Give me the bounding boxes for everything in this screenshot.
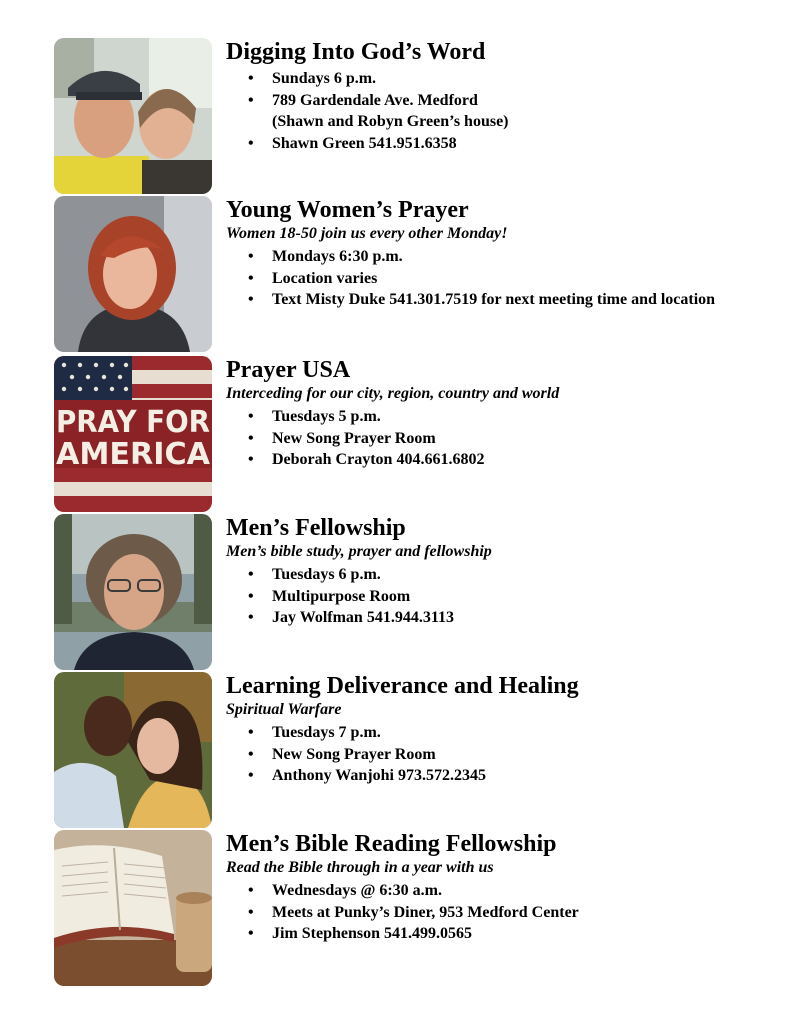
list-item: • Jay Wolfman 541.944.3113 (248, 609, 454, 626)
list-item: • Sundays 6 p.m. (248, 70, 377, 87)
section-title: Learning Deliverance and Healing (226, 673, 579, 699)
section-title: Prayer USA (226, 357, 351, 383)
section-subtitle: Women 18-50 join us every other Monday! (226, 225, 508, 242)
list-item: • Tuesdays 5 p.m. (248, 408, 381, 425)
woman-photo-icon (54, 196, 212, 352)
list-item: • Multipurpose Room (248, 587, 411, 605)
section-mens-fellowship (54, 514, 754, 670)
section-learning-deliverance-and-healing (54, 672, 754, 828)
section-title: Digging Into God’s Word (226, 39, 486, 65)
flag-line-1: PRAY FOR (56, 405, 210, 440)
list-item: • Wednesdays @ 6:30 a.m. (248, 882, 443, 899)
section-subtitle: Interceding for our city, region, country and world (226, 385, 560, 402)
list-item: • New Song Prayer Room (248, 429, 436, 447)
flag-line-2: AMERICA (56, 437, 211, 472)
detail-list (226, 406, 766, 471)
list-item: • Location varies (248, 269, 378, 287)
pray-for-america-flag-icon (54, 356, 212, 512)
list-item: • Tuesdays 6 p.m. (248, 566, 381, 583)
detail-list (226, 564, 766, 629)
section-title: Men’s Fellowship (226, 515, 406, 541)
couple-photo-icon (54, 38, 212, 194)
section-title: Men’s Bible Reading Fellowship (226, 831, 557, 857)
section-subtitle: Spiritual Warfare (226, 701, 342, 718)
list-item: • Mondays 6:30 p.m. (248, 248, 403, 265)
detail-list (226, 68, 766, 154)
list-item: • Meets at Punky’s Diner, 953 Medford Center (248, 903, 579, 921)
list-item: • Deborah Crayton 404.661.6802 (248, 451, 485, 468)
list-item: • Text Misty Duke 541.301.7519 for next meeting time and location (248, 291, 716, 308)
section-prayer-usa (54, 356, 754, 512)
list-item: • Jim Stephenson 541.499.0565 (248, 925, 473, 942)
list-item: • Anthony Wanjohi 973.572.2345 (248, 767, 486, 784)
detail-list (226, 880, 766, 945)
detail-list (226, 722, 766, 787)
detail-list (226, 246, 766, 311)
list-item: • Shawn Green 541.951.6358 (248, 134, 457, 152)
list-item: • 789 Gardendale Ave. Medford (Shawn and Robyn Green’s house) (248, 91, 509, 130)
list-item: • Tuesdays 7 p.m. (248, 724, 381, 741)
section-subtitle: Men’s bible study, prayer and fellowship (226, 543, 492, 560)
couple-photo-icon (54, 672, 212, 828)
section-young-womens-prayer (54, 196, 754, 352)
section-mens-bible-reading-fellowship (54, 830, 754, 986)
section-subtitle: Read the Bible through in a year with us (226, 859, 494, 876)
man-photo-icon (54, 514, 212, 670)
section-title: Young Women’s Prayer (226, 197, 469, 223)
open-bible-photo-icon (54, 830, 212, 986)
section-digging-into-gods-word (54, 38, 754, 194)
list-item: • New Song Prayer Room (248, 745, 436, 763)
